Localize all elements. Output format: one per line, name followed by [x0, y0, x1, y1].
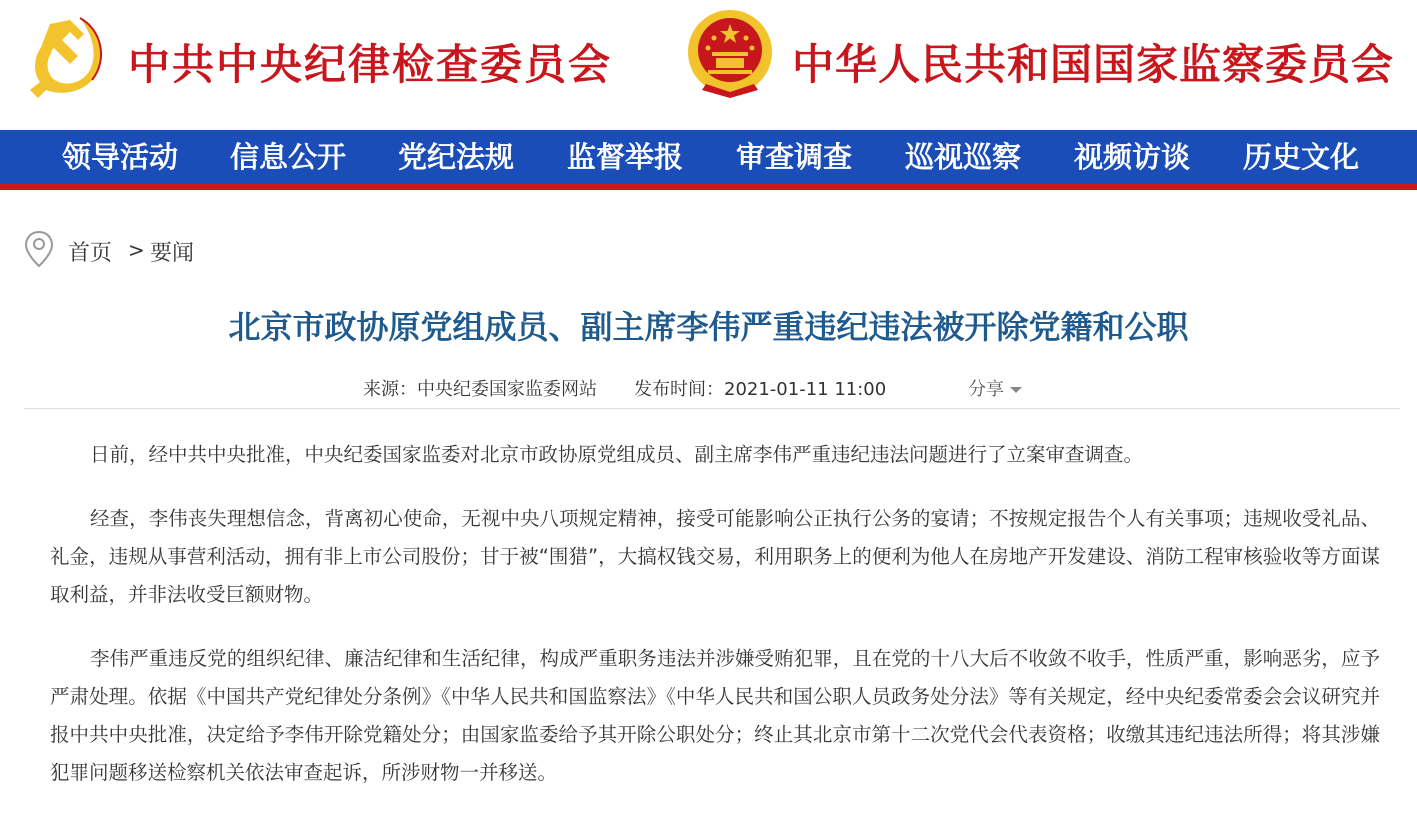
- main-nav: [0, 130, 1417, 190]
- divider: [24, 408, 1400, 409]
- article-body: [50, 436, 1380, 818]
- article-paragraph: 日前，经中共中央批准，中央纪委国家监委对北京市政协原党组成员、副主席李伟严重违纪违法问题进行了立案审查调查。: [90, 443, 1144, 466]
- site-header: [0, 0, 1417, 130]
- chevron-down-icon: [1010, 387, 1022, 393]
- breadcrumb-home[interactable]: 首页: [68, 241, 113, 266]
- nav-item-info-disclosure[interactable]: 信息公开: [230, 140, 347, 174]
- share-button[interactable]: [968, 375, 1022, 401]
- article-source: 来源：中央纪委国家监委网站: [363, 379, 597, 400]
- nsc-title[interactable]: 中华人民共和国国家监察委员会: [792, 40, 1395, 89]
- nav-item-regulations[interactable]: 党纪法规: [398, 140, 515, 174]
- share-label: 分享: [968, 379, 1004, 400]
- breadcrumb-separator: >: [128, 238, 145, 262]
- party-emblem-icon[interactable]: [22, 10, 112, 100]
- national-emblem-icon[interactable]: [684, 6, 776, 102]
- nav-item-investigation[interactable]: 审查调查: [736, 140, 853, 174]
- nav-item-history[interactable]: 历史文化: [1243, 140, 1360, 174]
- article-paragraph: 经查，李伟丧失理想信念，背离初心使命，无视中央八项规定精神，接受可能影响公正执行公务的宴请；不按规定报告个人有关事项；违规收受礼品、礼金，违规从事营利活动，拥有非上市公司股份；甘于被“围猎”，大搞权钱交易，利用职务上的便利为他人在房地产开发建设、消防工程审核验收等方面谋取利益，并非法收受巨额财物。: [50, 507, 1380, 606]
- nav-item-report[interactable]: 监督举报: [567, 140, 684, 174]
- location-pin-icon: [24, 230, 54, 268]
- nav-item-inspection[interactable]: 巡视巡察: [905, 140, 1022, 174]
- article-paragraph: 李伟严重违反党的组织纪律、廉洁纪律和生活纪律，构成严重职务违法并涉嫌受贿犯罪，且在党的十八大后不收敛不收手，性质严重，影响恶劣，应予严肃处理。依据《中国共产党纪律处分条例》《中华人民共和国监察法》《中华人民共和国公职人员政务处分法》等有关规定，经中央纪委常委会会议研究并报中共中央批准，决定给予李伟开除党籍处分；由国家监委给予其开除公职处分；终止其北京市第十二次党代会代表资格；收缴其违纪违法所得；将其涉嫌犯罪问题移送检察机关依法审查起诉，所涉财物一并移送。: [50, 647, 1380, 784]
- nav-item-video[interactable]: 视频访谈: [1074, 140, 1191, 174]
- nav-item-leadership[interactable]: 领导活动: [62, 140, 179, 174]
- article-title: 北京市政协原党组成员、副主席李伟严重违纪违法被开除党籍和公职: [228, 308, 1189, 346]
- article-publish-time: 发布时间：2021-01-11 11:00: [634, 379, 887, 400]
- breadcrumb-current[interactable]: 要闻: [150, 241, 195, 266]
- cpc-ccdi-title[interactable]: 中共中央纪律检查委员会: [128, 40, 613, 89]
